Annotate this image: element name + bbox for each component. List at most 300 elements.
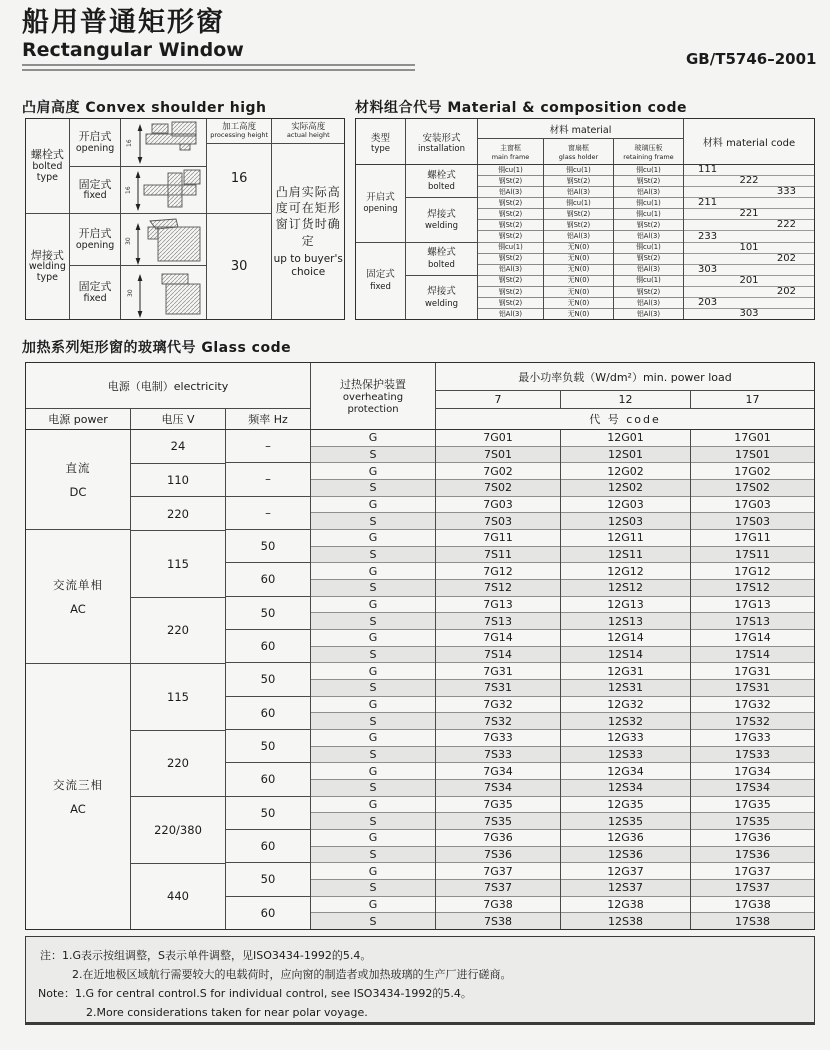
material-value-cell: 铝Al(3) xyxy=(614,265,683,276)
material-code-cell: 303 xyxy=(684,265,814,276)
material-value-cell: 无N(0) xyxy=(544,265,613,276)
material-install-cell-cn: 螺栓式 xyxy=(427,247,456,259)
glass-code-cell: 17G11 xyxy=(691,530,814,547)
actual-note-cn: 凸肩实际高度可在矩形窗订货时确定 xyxy=(275,185,341,248)
glass-code-cell: 7S35 xyxy=(436,813,560,830)
protection-cell: G xyxy=(311,630,435,647)
glass-code-cell: 12G11 xyxy=(561,530,690,547)
power-cell-en: AC xyxy=(70,801,86,816)
glass-code-cell: 17S34 xyxy=(691,780,814,797)
material-value-cell: 钢St(2) xyxy=(478,231,543,242)
material-value-cell: 钢St(2) xyxy=(478,298,543,309)
section-title-material: 材料组合代号 Material & composition code xyxy=(355,100,688,116)
material-header-group xyxy=(478,119,684,164)
glass-code-cell: 17S03 xyxy=(691,513,814,530)
protection-cell: G xyxy=(311,697,435,714)
material-value-cell: 铝Al(3) xyxy=(478,187,543,198)
glass-code-cell: 12S33 xyxy=(561,747,690,764)
protection-cell: S xyxy=(311,747,435,764)
shoulder-subtype-column xyxy=(70,119,122,319)
material-code-cell: 303 xyxy=(739,308,759,320)
processing-height-welding: 30 xyxy=(230,259,248,274)
material-install-column xyxy=(406,165,478,319)
subtype-cn: 固定式 xyxy=(78,280,112,294)
shoulder-type-welding-en: welding type xyxy=(28,261,66,284)
glass-code-cell: 7S14 xyxy=(436,647,560,664)
glass-code-cell: 17S33 xyxy=(691,747,814,764)
load-col-17: 17 xyxy=(745,393,760,406)
material-install-cell-cn: 螺栓式 xyxy=(427,169,456,181)
standard-code: GB/T5746–2001 xyxy=(686,50,817,68)
material-value-cell: 钢St(2) xyxy=(478,220,543,231)
diagram-welding-fixed xyxy=(121,266,205,319)
install-header-cn: 安装形式 xyxy=(422,132,461,144)
material-value-cell: 铝Al(3) xyxy=(614,231,683,242)
glass-code-cell: 7G11 xyxy=(436,530,560,547)
material-value-cell: 铝Al(3) xyxy=(499,309,522,318)
diagram-welding-opening xyxy=(121,214,205,266)
glass-code-cell: 12S32 xyxy=(561,713,690,730)
frequency-cell: – xyxy=(226,430,310,463)
material-value-cell: 钢St(2) xyxy=(478,209,543,220)
overheating-protection-header xyxy=(311,363,436,429)
material-value-cell: 钢St(2) xyxy=(478,287,543,298)
protection-cell: S xyxy=(311,480,435,497)
material-type-cell-en: fixed xyxy=(370,281,391,292)
glass-code-cell: 17S35 xyxy=(691,813,814,830)
note-line-cn-2: 2.在近地极区域航行需要较大的电载荷时，应向窗的制造者或加热玻璃的生产厂进行磋商。 xyxy=(72,968,512,981)
voltage-cell: 220/380 xyxy=(131,797,225,863)
cross-section-drawing xyxy=(122,268,206,318)
subtype-cn: 开启式 xyxy=(78,227,112,241)
material-value-cell: 铜cu(1) xyxy=(544,165,613,176)
material-code-cell: 202 xyxy=(684,254,814,265)
glass-code-cell: 17S14 xyxy=(691,647,814,664)
glass-holder-column xyxy=(544,165,614,319)
glass-code-cell: 12S01 xyxy=(561,447,690,464)
subtype-cn: 固定式 xyxy=(78,177,112,191)
glass-code-cell: 12S35 xyxy=(561,813,690,830)
protection-header-en2: protection xyxy=(347,404,399,415)
glass-code-cell: 7G12 xyxy=(436,563,560,580)
frequency-cell: 60 xyxy=(226,697,310,730)
dimension-label: 30 xyxy=(126,288,134,297)
glass-code-cell: 7G36 xyxy=(436,830,560,847)
material-install-cell xyxy=(406,243,477,276)
protection-cell: G xyxy=(311,897,435,914)
protection-header-en1: overheating xyxy=(342,391,404,403)
glass-code-cell: 17G34 xyxy=(691,763,814,780)
shoulder-processing-column xyxy=(207,119,273,319)
retaining-frame-en: retaining frame xyxy=(623,152,674,161)
glass-code-column-12 xyxy=(561,430,691,929)
glass-code-cell: 7S13 xyxy=(436,613,560,630)
material-install-cell-cn: 焊接式 xyxy=(427,286,456,298)
glass-code-column-17 xyxy=(691,430,814,929)
material-install-cell xyxy=(406,165,477,198)
material-header-type xyxy=(356,119,406,164)
glass-code-cell: 12G12 xyxy=(561,563,690,580)
material-install-cell-en: bolted xyxy=(428,259,455,270)
shoulder-type-bolted-en: bolted type xyxy=(32,160,63,183)
glass-code-cell: 17S32 xyxy=(691,713,814,730)
glass-code-cell: 12S13 xyxy=(561,613,690,630)
protection-cell: G xyxy=(311,463,435,480)
type-header-cn: 类型 xyxy=(370,132,390,144)
frequency-cell: 60 xyxy=(226,630,310,663)
main-frame-column xyxy=(478,165,544,319)
page-title-cn: 船用普通矩形窗 xyxy=(22,7,225,38)
glass-code-cell: 17G01 xyxy=(691,430,814,447)
material-table-header xyxy=(356,119,814,165)
material-code-cell: 222 xyxy=(684,220,814,231)
material-install-cell xyxy=(406,198,477,242)
glass-code-cell: 12G01 xyxy=(561,430,690,447)
protection-cell: G xyxy=(311,530,435,547)
glass-code-cell: 7S31 xyxy=(436,680,560,697)
material-value-cell: 无N(0) xyxy=(544,243,613,254)
section-title-glass: 加热系列矩形窗的玻璃代号 Glass code xyxy=(22,340,292,356)
note-line-cn-1: 注：1.G表示按组调整，S表示单件调整，见ISO3434-1992的5.4。 xyxy=(40,949,372,962)
cross-section-drawing xyxy=(122,168,206,213)
shoulder-actual-column xyxy=(272,119,344,319)
power-column xyxy=(26,430,131,929)
load-value-headers xyxy=(436,391,814,409)
voltage-cell: 115 xyxy=(131,664,225,730)
cross-section-drawing xyxy=(122,215,206,265)
processing-header-en: processing height xyxy=(210,131,269,140)
material-code-cell: 101 xyxy=(684,243,814,254)
frequency-cell: 50 xyxy=(226,597,310,630)
material-code-column xyxy=(684,165,814,319)
protection-cell: G xyxy=(311,830,435,847)
glass-code-cell: 7G37 xyxy=(436,863,560,880)
protection-cell: S xyxy=(311,613,435,630)
protection-column xyxy=(311,430,436,929)
material-code-cell: 333 xyxy=(684,187,814,198)
frequency-cell: 50 xyxy=(226,663,310,696)
actual-header-cn: 实际高度 xyxy=(291,121,326,132)
glass-code-cell: 12G38 xyxy=(561,897,690,914)
frequency-cell: 60 xyxy=(226,763,310,796)
material-value-cell: 钢St(2) xyxy=(614,287,683,298)
shoulder-type-bolted xyxy=(26,119,69,214)
frequency-cell: 60 xyxy=(260,905,276,920)
material-value-cell: 铝Al(3) xyxy=(544,231,613,242)
material-group-title: 材料 material xyxy=(478,119,683,139)
glass-code-cell: 17G38 xyxy=(691,897,814,914)
retaining-frame-cn: 玻璃压板 xyxy=(634,143,663,152)
shoulder-type-welding-cn: 焊接式 xyxy=(30,248,64,262)
glass-code-cell: 7S02 xyxy=(436,480,560,497)
glass-code-cell: 12S34 xyxy=(561,780,690,797)
glass-code-cell: 17G33 xyxy=(691,730,814,747)
subtype-en: fixed xyxy=(83,190,107,202)
material-value-cell: 无N(0) xyxy=(544,298,613,309)
protection-cell: S xyxy=(311,647,435,664)
material-value-cell: 铜cu(1) xyxy=(614,276,683,287)
material-value-cell: 无N(0) xyxy=(544,276,613,287)
material-code-cell: 211 xyxy=(684,198,814,209)
power-cell-cn: 交流三相 xyxy=(53,777,103,792)
glass-code-cell: 17G36 xyxy=(691,830,814,847)
material-code-cell: 233 xyxy=(684,231,814,242)
glass-code-cell: 7G34 xyxy=(436,763,560,780)
material-install-cell-en: welding xyxy=(424,298,459,309)
shoulder-type-welding xyxy=(26,214,69,319)
protection-cell: G xyxy=(311,497,435,514)
glass-code-cell: 7G01 xyxy=(436,430,560,447)
protection-cell: S xyxy=(311,447,435,464)
material-value-cell: 钢St(2) xyxy=(478,176,543,187)
power-cell xyxy=(26,530,130,664)
glass-code-cell: 17S13 xyxy=(691,613,814,630)
material-value-cell: 铜cu(1) xyxy=(614,209,683,220)
shoulder-subtype-cell xyxy=(70,119,121,167)
voltage-cell: 220 xyxy=(131,497,225,531)
glass-code-cell: 17G03 xyxy=(691,497,814,514)
voltage-cell: 440 xyxy=(167,889,189,904)
protection-cell: S xyxy=(311,880,435,897)
protection-cell: G xyxy=(311,430,435,447)
glass-holder-header xyxy=(544,139,614,164)
glass-code-cell: 7S03 xyxy=(436,513,560,530)
glass-code-cell: 17G32 xyxy=(691,697,814,714)
material-value-cell: 铜cu(1) xyxy=(614,243,683,254)
actual-height-header xyxy=(272,119,344,144)
material-value-cell: 钢St(2) xyxy=(544,176,613,187)
glass-code-cell: 12G13 xyxy=(561,597,690,614)
protection-cell: S xyxy=(311,913,435,929)
shoulder-type-bolted-cn: 螺栓式 xyxy=(30,148,64,162)
glass-code-cell: 12G31 xyxy=(561,663,690,680)
power-cell-en: AC xyxy=(70,602,86,617)
material-value-cell: 铝Al(3) xyxy=(544,187,613,198)
subtype-cn: 开启式 xyxy=(78,130,112,144)
processing-header-cn: 加工高度 xyxy=(222,121,257,132)
retaining-frame-column xyxy=(614,165,684,319)
note-line-en-2: 2.More considerations taken for near polar voyage. xyxy=(86,1006,368,1019)
frequency-cell: 50 xyxy=(226,730,310,763)
glass-code-cell: 12S03 xyxy=(561,513,690,530)
power-cell xyxy=(26,664,130,929)
protection-cell: S xyxy=(311,847,435,864)
dimension-label: 16 xyxy=(124,185,132,194)
material-value-cell: 铜cu(1) xyxy=(478,165,543,176)
glass-code-cell: 17S11 xyxy=(691,547,814,564)
protection-cell: G xyxy=(311,597,435,614)
protection-cell: G xyxy=(311,563,435,580)
subtype-en: opening xyxy=(75,239,115,251)
glass-code-cell: 12S14 xyxy=(561,647,690,664)
material-code-cell: 221 xyxy=(684,209,814,220)
protection-cell: G xyxy=(311,663,435,680)
material-type-cell-cn: 开启式 xyxy=(366,191,395,203)
shoulder-subtype-cell xyxy=(70,214,121,266)
protection-cell: G xyxy=(311,863,435,880)
glass-code-cell: 17S02 xyxy=(691,480,814,497)
protection-cell: S xyxy=(311,580,435,597)
material-install-cell-en: bolted xyxy=(428,182,455,193)
glass-code-cell: 17G14 xyxy=(691,630,814,647)
protection-header-cn: 过热保护装置 xyxy=(340,377,406,391)
glass-code-cell: 7G31 xyxy=(436,663,560,680)
material-value-cell: 铜cu(1) xyxy=(478,243,543,254)
frequency-column xyxy=(226,430,311,929)
protection-cell: S xyxy=(311,513,435,530)
glass-code-cell: 12S38 xyxy=(561,913,690,929)
glass-code-cell: 7G03 xyxy=(436,497,560,514)
glass-code-cell: 17G35 xyxy=(691,797,814,814)
glass-code-table xyxy=(25,362,815,930)
processing-height-header xyxy=(207,119,272,144)
install-header-en: installation xyxy=(418,143,465,154)
electricity-header-group xyxy=(26,363,311,429)
protection-cell: S xyxy=(311,813,435,830)
protection-cell: S xyxy=(311,713,435,730)
dimension-label: 30 xyxy=(124,236,132,245)
glass-code-cell: 7S34 xyxy=(436,780,560,797)
frequency-cell: 50 xyxy=(226,863,310,896)
material-value-cell: 钢St(2) xyxy=(478,198,543,209)
glass-code-cell: 7G35 xyxy=(436,797,560,814)
material-install-cell-en: welding xyxy=(424,221,459,231)
actual-height-note xyxy=(272,144,344,319)
glass-code-cell: 7G38 xyxy=(436,897,560,914)
main-frame-en: main frame xyxy=(491,152,530,161)
actual-header-en: actual height xyxy=(286,131,330,140)
glass-code-cell: 17S01 xyxy=(691,447,814,464)
frequency-cell: 50 xyxy=(226,530,310,563)
glass-table-header xyxy=(26,363,814,430)
glass-code-cell: 17G12 xyxy=(691,563,814,580)
glass-code-cell: 7G33 xyxy=(436,730,560,747)
voltage-cell: 110 xyxy=(131,464,225,498)
material-value-cell: 铝Al(3) xyxy=(614,187,683,198)
protection-cell: S xyxy=(311,780,435,797)
glass-code-cell: 12G14 xyxy=(561,630,690,647)
min-power-load-header: 最小功率负载（W/dm²）min. power load xyxy=(436,363,814,391)
glass-code-cell: 7S01 xyxy=(436,447,560,464)
protection-cell: G xyxy=(311,730,435,747)
glass-code-cell: 12G36 xyxy=(561,830,690,847)
electricity-subheaders xyxy=(26,409,310,429)
voltage-cell: 24 xyxy=(131,430,225,464)
frequency-cell: 60 xyxy=(226,830,310,863)
glass-code-cell: 12G32 xyxy=(561,697,690,714)
glass-table-body xyxy=(26,430,814,929)
glass-code-cell: 12S37 xyxy=(561,880,690,897)
cross-section-drawing xyxy=(122,120,206,166)
material-value-cell: 铝Al(3) xyxy=(637,309,660,318)
type-header-en: type xyxy=(371,143,390,154)
glass-code-cell: 7S12 xyxy=(436,580,560,597)
glass-code-cell: 12G02 xyxy=(561,463,690,480)
section-title-shoulder: 凸肩高度 Convex shoulder high xyxy=(22,100,267,116)
diagram-bolted-fixed xyxy=(121,167,205,214)
material-value-cell: 钢St(2) xyxy=(478,276,543,287)
material-value-cell: 钢St(2) xyxy=(544,209,613,220)
material-code-cell: 201 xyxy=(684,276,814,287)
glass-code-cell: 7G02 xyxy=(436,463,560,480)
title-double-rule xyxy=(22,64,415,71)
glass-code-cell: 7G13 xyxy=(436,597,560,614)
shoulder-type-column xyxy=(26,119,70,319)
voltage-cell: 220 xyxy=(131,731,225,797)
glass-code-cell: 12G03 xyxy=(561,497,690,514)
material-code-table xyxy=(355,118,815,320)
frequency-header: 频率 Hz xyxy=(248,413,288,426)
material-type-column xyxy=(356,165,406,319)
voltage-column xyxy=(131,430,226,929)
material-code-cell: 222 xyxy=(684,176,814,187)
material-value-cell: 无N(0) xyxy=(544,254,613,265)
convex-shoulder-table xyxy=(25,118,345,320)
glass-code-column-7 xyxy=(436,430,561,929)
glass-code-cell: 12S36 xyxy=(561,847,690,864)
material-header-install xyxy=(406,119,478,164)
glass-code-cell: 7S38 xyxy=(436,913,560,929)
power-cell xyxy=(26,430,130,530)
note-line-en-1: Note：1.G for central control.S for individual control, see ISO3434-1992的5.4。 xyxy=(38,987,472,1000)
voltage-cell: 115 xyxy=(131,531,225,597)
glass-holder-cn: 窗扇框 xyxy=(568,143,589,152)
material-value-cell: 钢St(2) xyxy=(544,220,613,231)
retaining-frame-header xyxy=(614,139,683,164)
material-code-cell: 111 xyxy=(684,165,814,176)
processing-height-bolted: 16 xyxy=(207,144,272,214)
power-load-header-group xyxy=(436,363,814,429)
material-type-cell-en: opening xyxy=(363,204,398,215)
glass-code-cell: 7G32 xyxy=(436,697,560,714)
glass-code-cell: 7G14 xyxy=(436,630,560,647)
glass-code-cell: 17S36 xyxy=(691,847,814,864)
voltage-header: 电压 V xyxy=(131,409,226,429)
glass-code-cell: 17S38 xyxy=(691,913,814,929)
glass-code-cell: 7S11 xyxy=(436,547,560,564)
glass-code-cell: 7S37 xyxy=(436,880,560,897)
protection-cell: G xyxy=(311,763,435,780)
material-code-cell: 202 xyxy=(684,287,814,298)
power-header: 电源 power xyxy=(26,409,131,429)
glass-code-cell: 12G33 xyxy=(561,730,690,747)
material-value-cell: 钢St(2) xyxy=(614,254,683,265)
material-value-cell: 无N(0) xyxy=(567,309,590,318)
material-value-cell: 铝Al(3) xyxy=(614,298,683,309)
shoulder-subtype-cell xyxy=(70,266,121,319)
power-cell-en: DC xyxy=(69,485,87,500)
material-subheaders xyxy=(478,139,683,164)
glass-code-cell: 7S32 xyxy=(436,713,560,730)
power-cell-cn: 交流单相 xyxy=(53,578,103,593)
glass-code-cell: 17S31 xyxy=(691,680,814,697)
material-code-cell: 203 xyxy=(684,298,814,309)
frequency-cell: – xyxy=(226,497,310,530)
glass-code-cell: 12G35 xyxy=(561,797,690,814)
frequency-cell: 60 xyxy=(226,563,310,596)
glass-code-cell: 12G37 xyxy=(561,863,690,880)
material-code-header: 材料 material code xyxy=(702,138,796,149)
frequency-cell: – xyxy=(226,463,310,496)
subtype-en: fixed xyxy=(83,292,107,304)
glass-code-cell: 12G34 xyxy=(561,763,690,780)
shoulder-diagram-column xyxy=(121,119,206,319)
glass-code-cell: 17G13 xyxy=(691,597,814,614)
power-cell-cn: 直流 xyxy=(65,461,91,476)
glass-code-cell: 12S02 xyxy=(561,480,690,497)
voltage-cell: 220 xyxy=(131,598,225,664)
material-value-cell: 铜cu(1) xyxy=(544,198,613,209)
